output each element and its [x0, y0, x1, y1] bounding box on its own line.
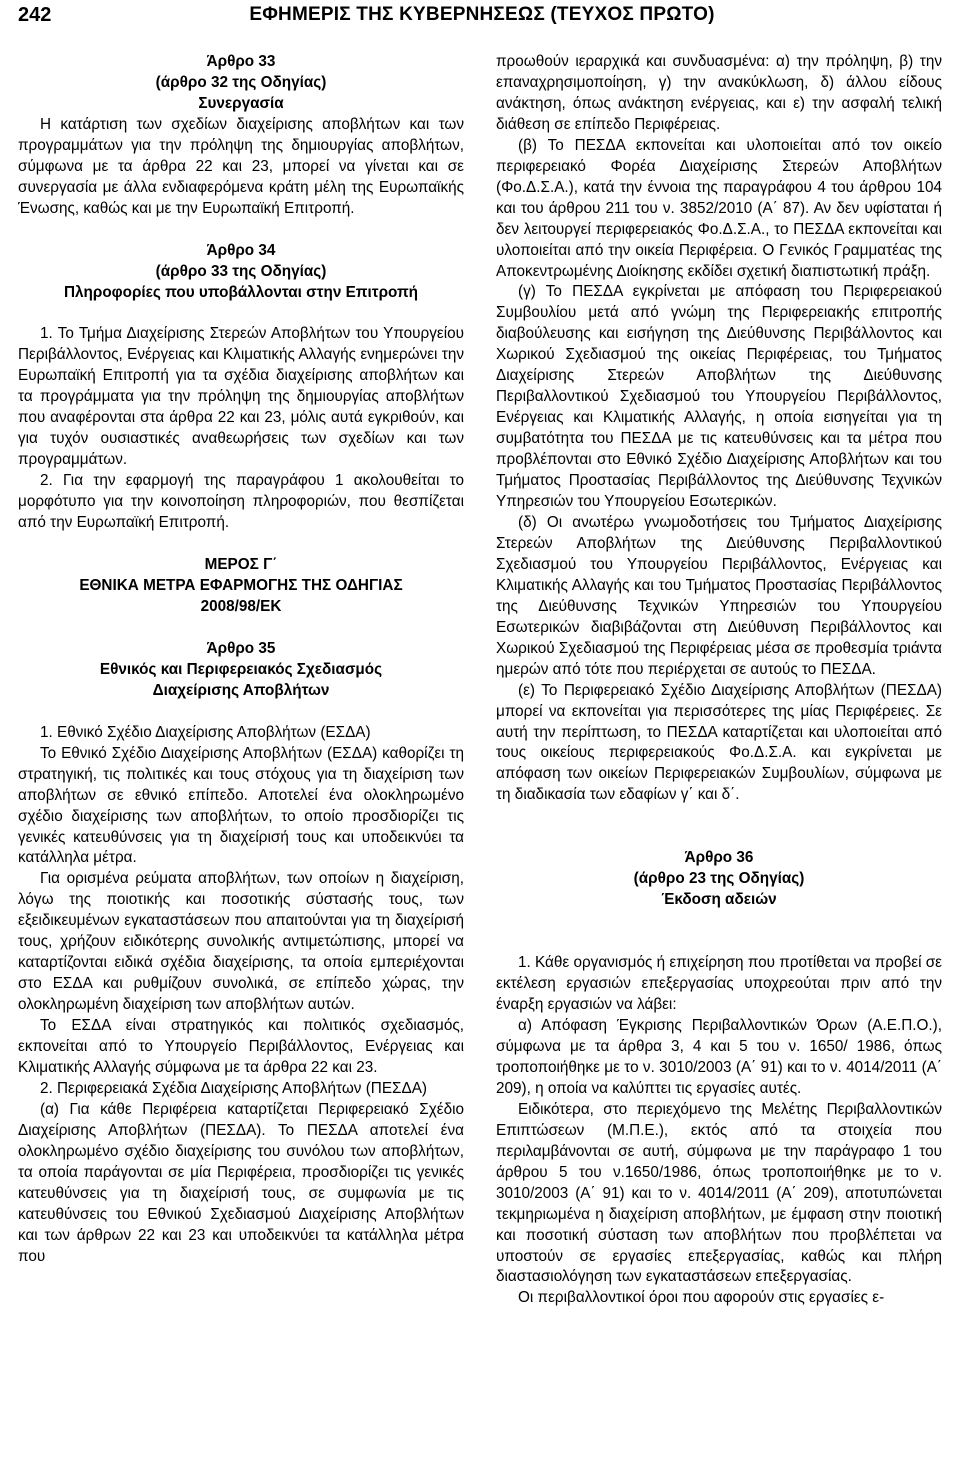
article-35-paragraph-4: Το ΕΣΔΑ είναι στρατηγικός και πολιτικός σχεδιασμός, εκπονείται από το Υπουργείο Περιβάλλοντος, Ενέργειας και Κλιματικής Αλλαγής σύμφωνα με τα άρθρα 22 και 23. — [18, 1017, 464, 1076]
article-36-paragraph-1: 1. Κάθε οργανισμός ή επιχείρηση που προτίθεται να προβεί σε εκτέλεση εργασιών επεξεργασίας υποχρεούται πριν από την έναρξη εργασιών να λάβει: — [496, 954, 942, 1014]
page-number: 242 — [18, 4, 52, 26]
article-35-subject-line-2: Διαχείρισης Αποβλήτων — [152, 681, 330, 699]
article-34-title: Άρθρο 34 — [206, 241, 276, 259]
article-35-paragraph-2: Το Εθνικό Σχέδιο Διαχείρισης Αποβλήτων (ΕΣΔΑ) καθορίζει τη στρατηγική, τις πολιτικές και τους στόχους για τη διαχείριση των αποβλήτων σε εθνικό επίπεδο. Αποτελεί ένα ολοκληρωμένο σχέδιο διαχείρισης των αποβλήτων, το οποίο προσδιορίζει τις γενικές κατευθύνσεις για τη διαχείρισή τους και υποδεικνύει τα κατάλληλα μέτρα. — [18, 744, 464, 867]
part-c-heading: ΜΕΡΟΣ Γ΄ — [204, 556, 278, 574]
article-35-item-b: (β) Το ΠΕΣΔΑ εκπονείται και υλοποιείται από τον οικείο περιφερειακό Φορέα Διαχείρισης Στερεών Αποβλήτων (Φο.Δ.Σ.Α.), κατά την έννοια της παραγράφου 4 του άρθρου 104 και του άρθρου 211 του ν. 3852/2010 (Α΄ 87). Αν δεν υφίσταται ή δεν λειτουργεί περιφερειακός Φο.Δ.Σ.Α., το ΠΕΣΔΑ εκπονείται και υλοποιείται από την οικεία Περιφέρεια. Ο Γενικός Γραμματέας της Αποκεντρωμένης Διοίκησης εκδίδει σχετική διαπιστωτική πράξη. — [496, 136, 942, 280]
article-36-paragraph-4: Οι περιβαλλοντικοί όροι που αφορούν στις εργασίες ε- — [518, 1289, 885, 1307]
article-35-item-e: (ε) Το Περιφερειακό Σχέδιο Διαχείρισης Αποβλήτων (ΠΕΣΔΑ) μπορεί να εκπονείται για περισσότερες της μίας Περιφέρειες. Σε αυτή την περίπτωση, το ΠΕΣΔΑ καταρτίζεται και υλοποιείται από τους οικείους περιφερειακούς Φο.Δ.Σ.Α. και εγκρίνεται με απόφαση των οικείων Περιφερειακών Συμβουλίων, σύμφωνα με τη διαδικασία των εδαφίων γ΄ και δ΄. — [496, 681, 942, 804]
article-36-subject: Έκδοση αδειών — [661, 891, 777, 909]
article-34-directive-ref: (άρθρο 33 της Οδηγίας) — [155, 262, 327, 280]
article-36-paragraph-2: α) Απόφαση Έγκρισης Περιβαλλοντικών Όρων (Α.Ε.Π.Ο.), σύμφωνα με τα άρθρα 3, 4 και 5 του ν. 1650/ 1986, όπως τροποποιήθηκε με το ν. 3010/2003 (Α΄ 91) και το ν. 4014/2011 (Α΄ 209), η οποία να καλύπτει τις εργασίες αυτές. — [496, 1017, 942, 1097]
page-header — [18, 4, 946, 34]
article-35-paragraph-3: Για ορισμένα ρεύματα αποβλήτων, των οποίων η διαχείριση, λόγω της ποιοτικής και ποσοτικής σύστασής τους, των εξειδικευμένων εγκαταστάσεων που απαιτούνται για τη διαχείρισή τους, χρήζουν ειδικότερης συνολικής αντιμετώπισης, μπορεί να καταρτίζονται ειδικά σχέδια διαχείρισης, τα οποία εμπεριέχονται στο ΕΣΔΑ και ρυθμίζουν συνολικά, σε επίπεδο χώρας, την ολοκληρωμένη διαχείριση των αποβλήτων αυτών. — [18, 870, 464, 1014]
article-34-subject: Πληροφορίες που υποβάλλονται στην Επιτροπή — [63, 283, 419, 301]
article-35-continuation: προωθούν ιεραρχικά και συνδυασμένα: α) την πρόληψη, β) την επαναχρησιμοποίηση, γ) την ανακύκλωση, δ) άλλου είδους ανάκτηση, όπως ανάκτηση ενέργειας, και ε) την ασφαλή τελική διάθεση σε επίπεδο Περιφέρειας. — [496, 53, 942, 133]
article-36-paragraph-3: Ειδικότερα, στο περιεχόμενο της Μελέτης Περιβαλλοντικών Επιπτώσεων (Μ.Π.Ε.), εκτός από τα στοιχεία που περιλαμβάνονται σε αυτή, σύμφωνα με την παράγραφο 1 του άρθρου 5 του ν.1650/1986, όπως τροποποιήθηκε με το ν. 3010/2003 (Α΄ 91) και το ν. 4014/2011 (Α΄ 209), αποτυπώνεται τεκμηριωμένα η διαχείριση αποβλήτων, με έμφαση στην ποιοτική και ποσοτική σύσταση των αποβλήτων που προβλέπεται να υποστούν σε εργασίες επεξεργασίας, καθώς και πλήρη διαστασιολόγηση των εγκαταστάσεων επεξεργασίας. — [496, 1100, 942, 1286]
article-34-paragraph-1: 1. Το Τμήμα Διαχείρισης Στερεών Αποβλήτων του Υπουργείου Περιβάλλοντος, Ενέργειας και Κλιματικής Αλλαγής ενημερώνει την Ευρωπαϊκή Επιτροπή για τα σχέδια διαχείρισης αποβλήτων και τα προγράμματα για την πρόληψη της δημιουργίας αποβλήτων που αναφέρονται στα άρθρα 22 και 23, μόλις αυτά εγκριθούν, και για τυχόν ουσιαστικές αναθεωρήσεις των σχεδίων και των προγραμμάτων. — [18, 325, 464, 469]
article-35-paragraph-5: 2. Περιφερειακά Σχέδια Διαχείρισης Αποβλήτων (ΠΕΣΔΑ) — [40, 1079, 428, 1097]
article-34-paragraph-2: 2. Για την εφαρμογή της παραγράφου 1 ακολουθείται το μορφότυπο για την κοινοποίηση πληροφοριών, που θεσπίζεται από την Ευρωπαϊκή Επιτροπή. — [18, 472, 464, 532]
article-35-title: Άρθρο 35 — [206, 639, 276, 657]
part-c-title: ΕΘΝΙΚΑ ΜΕΤΡΑ ΕΦΑΡΜΟΓΗΣ ΤΗΣ ΟΔΗΓΙΑΣ — [79, 576, 403, 594]
article-33-directive-ref: (άρθρο 32 της Οδηγίας) — [155, 73, 327, 91]
article-36-directive-ref: (άρθρο 23 της Οδηγίας) — [633, 870, 805, 888]
article-33-paragraph: Η κατάρτιση των σχεδίων διαχείρισης αποβλήτων και των προγραμμάτων για την πρόληψη της δημιουργίας αποβλήτων, σύμφωνα με τα άρθρα 22 και 23, μπορεί να γίνεται και σε συνεργασία με άλλα ενδιαφερόμενα κράτη μέλη της Ευρωπαϊκής Ένωσης, καθώς και με την Ευρωπαϊκή Επιτροπή. — [18, 115, 464, 217]
article-36-title: Άρθρο 36 — [684, 849, 754, 867]
article-35-paragraph-6: (α) Για κάθε Περιφέρεια καταρτίζεται Περιφερειακό Σχέδιο Διαχείρισης Αποβλήτων (ΠΕΣΔΑ). Το ΠΕΣΔΑ αποτελεί ένα ολοκληρωμένο σχέδιο διαχείρισης του συνόλου των αποβλήτων, τα οποία παράγονται σε μία Περιφέρεια, προσδιορίζει τις γενικές κατευθύνσεις για τη διαχείρισή τους, σε συμφωνία με τις κατευθύνσεις του Εθνικού Σχεδιασμού Διαχείρισης Αποβλήτων και των άρθρων 22 και 23 και υποδεικνύει τα κατάλληλα μέτρα που — [18, 1100, 464, 1265]
article-35-item-d: (δ) Οι ανωτέρω γνωμοδοτήσεις του Τμήματος Διαχείρισης Στερεών Αποβλήτων της Διεύθυνσης Περιβαλλοντικού Σχεδιασμού του Υπουργείου Περιβάλλοντος, Ενέργειας και Κλιματικής Αλλαγής και του Τμήματος Προστασίας Περιβάλλοντος της Διεύθυνσης Τεχνικών Υπηρεσιών του Υπουργείου Εσωτερικών διαβιβάζονται στη Διεύθυνση Περιβάλλοντος και Χωρικού Σχεδιασμού της Περιφέρειας μέσα σε προθεσμία τριάντα ημερών από τότε που περιέρχεται σε αυτούς το ΠΕΣΔΑ. — [496, 513, 942, 678]
article-33-title: Άρθρο 33 — [206, 53, 276, 70]
right-column — [496, 52, 942, 1309]
article-33-subject: Συνεργασία — [198, 94, 284, 112]
article-35-paragraph-1: 1. Εθνικό Σχέδιο Διαχείρισης Αποβλήτων (ΕΣΔΑ) — [40, 723, 371, 741]
article-35-item-c: (γ) Το ΠΕΣΔΑ εγκρίνεται με απόφαση του Περιφερειακού Συμβουλίου μετά από γνώμη της Περιφερειακής επιτροπής διαβούλευσης και εισήγηση της Διεύθυνσης Περιβάλλοντος και Χωρικού Σχεδιασμού της οικείας Περιφέρειας, του Τμήματος Διαχείρισης Στερεών Αποβλήτων της Διεύθυνσης Περιβαλλοντικού Σχεδιασμού του Υπουργείου Περιβάλλοντος, Ενέργειας και Κλιματικής Αλλαγής, η οποία εισηγείται για τη συμβατότητα του ΠΕΣΔΑ με τις κατευθύνσεις και τα μέτρα που προβλέπονται στο Εθνικό Σχέδιο Διαχείρισης Αποβλήτων και του Τμήματος Προστασίας Περιβάλλοντος της Διεύθυνσης Τεχνικών Υπηρεσιών του Υπουργείου Εσωτερικών. — [496, 283, 942, 511]
left-column — [18, 52, 464, 1268]
gazette-title: ΕΦΗΜΕΡΙΣ ΤΗΣ ΚΥΒΕΡΝΗΣΕΩΣ (ΤΕΥΧΟΣ ΠΡΩΤΟ) — [249, 4, 715, 25]
part-c-directive-number: 2008/98/ΕΚ — [200, 597, 282, 615]
article-35-subject-line-1: Εθνικός και Περιφερειακός Σχεδιασμός — [99, 660, 383, 678]
